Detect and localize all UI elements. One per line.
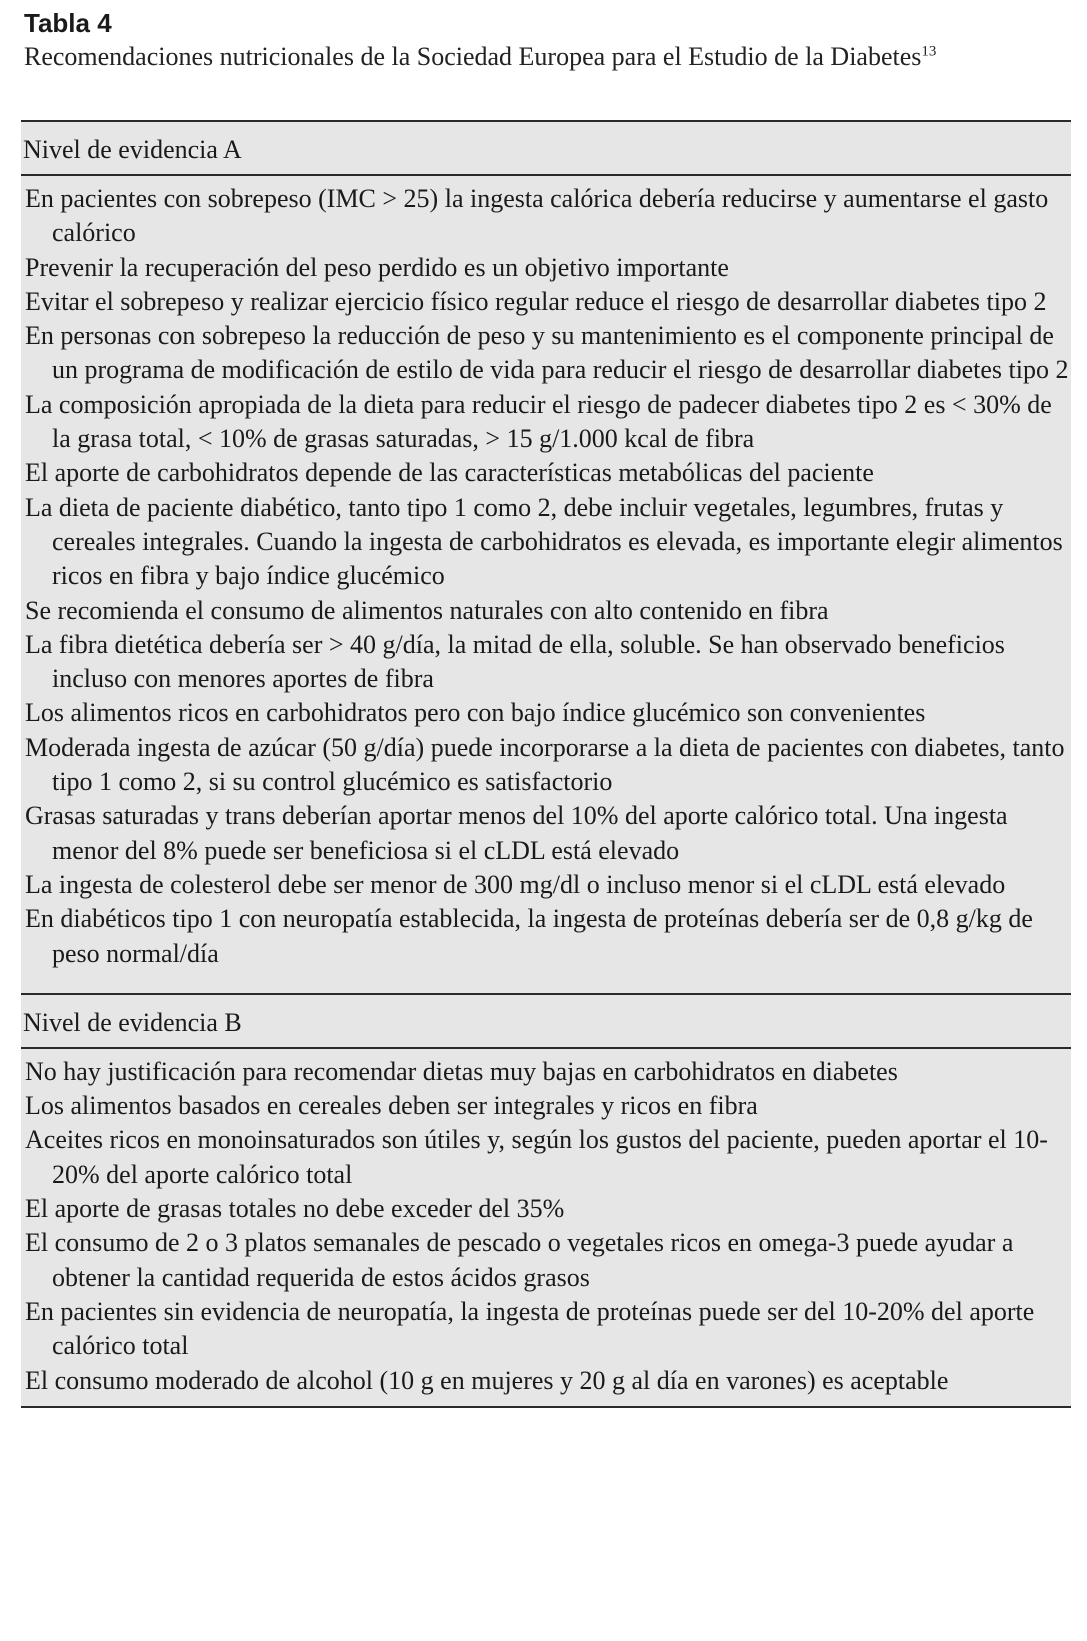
recommendations-table xyxy=(21,120,1071,1408)
list-item: En diabéticos tipo 1 con neuropatía establecida, la ingesta de proteínas debería ser de 0,8 g/kg de peso normal/día xyxy=(25,904,1033,968)
list-item: Aceites ricos en monoinsaturados son útiles y, según los gustos del paciente, pueden aportar el 10-20% del aporte calórico total xyxy=(25,1125,1048,1189)
list-item: Evitar el sobrepeso y realizar ejercicio físico regular reduce el riesgo de desarrollar diabetes tipo 2 xyxy=(25,286,1047,316)
list-item: Los alimentos basados en cereales deben ser integrales y ricos en fibra xyxy=(25,1091,758,1121)
list-item: El consumo moderado de alcohol (10 g en mujeres y 20 g al día en varones) es aceptable xyxy=(25,1365,949,1395)
section-header: Nivel de evidencia A xyxy=(21,122,1071,176)
table-label: Tabla 4 xyxy=(24,8,112,38)
section-evidence-a xyxy=(21,122,1071,993)
list-item: Prevenir la recuperación del peso perdido es un objetivo importante xyxy=(25,252,729,282)
list-item: Se recomienda el consumo de alimentos naturales con alto contenido en fibra xyxy=(25,595,829,625)
list-item: La ingesta de colesterol debe ser menor de 300 mg/dl o incluso menor si el cLDL está elevado xyxy=(25,869,1006,899)
reference-superscript: 13 xyxy=(921,43,937,60)
table-caption xyxy=(24,6,1064,74)
list-item: En personas con sobrepeso la reducción de peso y su mantenimiento es el componente principal de un programa de modificación de estilo de vida para reducir el riesgo de desarrollar diabetes tipo 2 xyxy=(25,321,1069,385)
list-item: El consumo de 2 o 3 platos semanales de pescado o vegetales ricos en omega-3 puede ayudar a obtener la cantidad requerida de estos ácidos grasos xyxy=(25,1228,1014,1292)
recommendation-list xyxy=(21,182,1071,971)
table-title-text: Recomendaciones nutricionales de la Sociedad Europea para el Estudio de la Diabetes xyxy=(24,42,922,71)
section-evidence-b xyxy=(21,993,1071,1406)
list-item: La composición apropiada de la dieta para reducir el riesgo de padecer diabetes tipo 2 es < 30% de la grasa total, < 10% de grasas saturadas, > 15 g/1.000 kcal de fibra xyxy=(25,389,1052,454)
list-item: Los alimentos ricos en carbohidratos pero con bajo índice glucémico son convenientes xyxy=(25,698,926,728)
recommendation-list xyxy=(21,1055,1071,1398)
section-header: Nivel de evidencia B xyxy=(21,995,1071,1049)
list-item: El aporte de carbohidratos depende de las características metabólicas del paciente xyxy=(25,458,874,488)
list-item: Grasas saturadas y trans deberían aportar menos del 10% del aporte calórico total. Una ingesta menor del 8% puede ser beneficiosa si el cLDL está elevado xyxy=(25,801,1008,865)
table-title xyxy=(24,40,1064,74)
list-item: En pacientes sin evidencia de neuropatía, la ingesta de proteínas puede ser del 10-20% del aporte calórico total xyxy=(25,1296,1035,1361)
list-item: Moderada ingesta de azúcar (50 g/día) puede incorporarse a la dieta de pacientes con diabetes, tanto tipo 1 como 2, si su control glucémico es satisfactorio xyxy=(25,732,1065,797)
section-body xyxy=(21,176,1071,993)
list-item: No hay justificación para recomendar dietas muy bajas en carbohidratos en diabetes xyxy=(25,1056,898,1086)
section-body xyxy=(21,1049,1071,1406)
list-item: La fibra dietética debería ser > 40 g/día, la mitad de ella, soluble. Se han observado beneficios incluso con menores aportes de fibra xyxy=(25,629,1005,694)
list-item: El aporte de grasas totales no debe exceder del 35% xyxy=(25,1194,565,1224)
list-item: La dieta de paciente diabético, tanto tipo 1 como 2, debe incluir vegetales, legumbres, frutas y cereales integrales. Cuando la ingesta de carbohidratos es elevada, es importante elegir alimentos ricos en fibra y bajo índice glucémico xyxy=(25,492,1063,591)
list-item: En pacientes con sobrepeso (IMC > 25) la ingesta calórica debería reducirse y aumentarse el gasto calórico xyxy=(25,184,1049,248)
